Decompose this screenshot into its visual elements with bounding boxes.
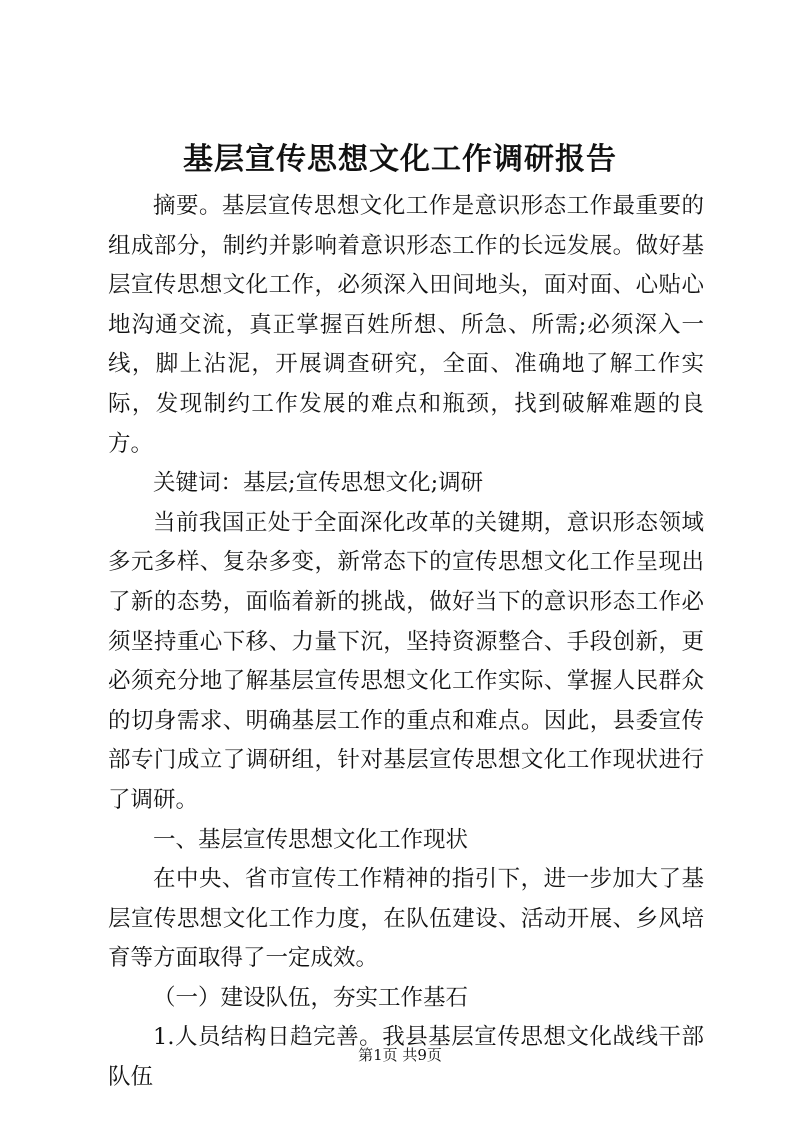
section-paragraph: 在中央、省市宣传工作精神的指引下，进一步加大了基层宣传思想文化工作力度，在队伍建设、活动开展、乡风培育等方面取得了一定成效。 — [108, 866, 704, 972]
keywords-paragraph: 关键词：基层;宣传思想文化;调研 — [153, 470, 484, 497]
list-item-paragraph: 1.人员结构日趋完善。我县基层宣传思想文化战线干部队伍 — [108, 1024, 704, 1091]
document-title: 基层宣传思想文化工作调研报告 — [183, 142, 617, 177]
intro-paragraph: 当前我国正处于全面深化改革的关键期，意识形态领域多元多样、复杂多变，新常态下的宣传思想文化工作呈现出了新的态势，面临着新的挑战，做好当下的意识形态工作必须坚持重心下移、力量下沉，坚持资源整合、手段创新，更必须充分地了解基层宣传思想文化工作实际、掌握人民群众的切身需求、明确基层工作的重点和难点。因此，县委宣传部专门成立了调研组，针对基层宣传思想文化工作现状进行了调研。 — [108, 509, 704, 813]
page-number-footer: 第1页 共9页 — [358, 1046, 442, 1064]
document-body — [108, 187, 704, 1098]
section-heading: 一、基层宣传思想文化工作现状 — [153, 826, 469, 853]
abstract-paragraph: 摘要。基层宣传思想文化工作是意识形态工作最重要的组成部分，制约并影响着意识形态工作的长远发展。做好基层宣传思想文化工作，必须深入田间地头，面对面、心贴心地沟通交流，真正掌握百姓所想、所急、所需;必须深入一线，脚上沾泥，开展调查研究，全面、准确地了解工作实际，发现制约工作发展的难点和瓶颈，找到破解难题的良方。 — [108, 193, 704, 457]
subsection-heading: （一）建设队伍，夯实工作基石 — [153, 984, 469, 1011]
